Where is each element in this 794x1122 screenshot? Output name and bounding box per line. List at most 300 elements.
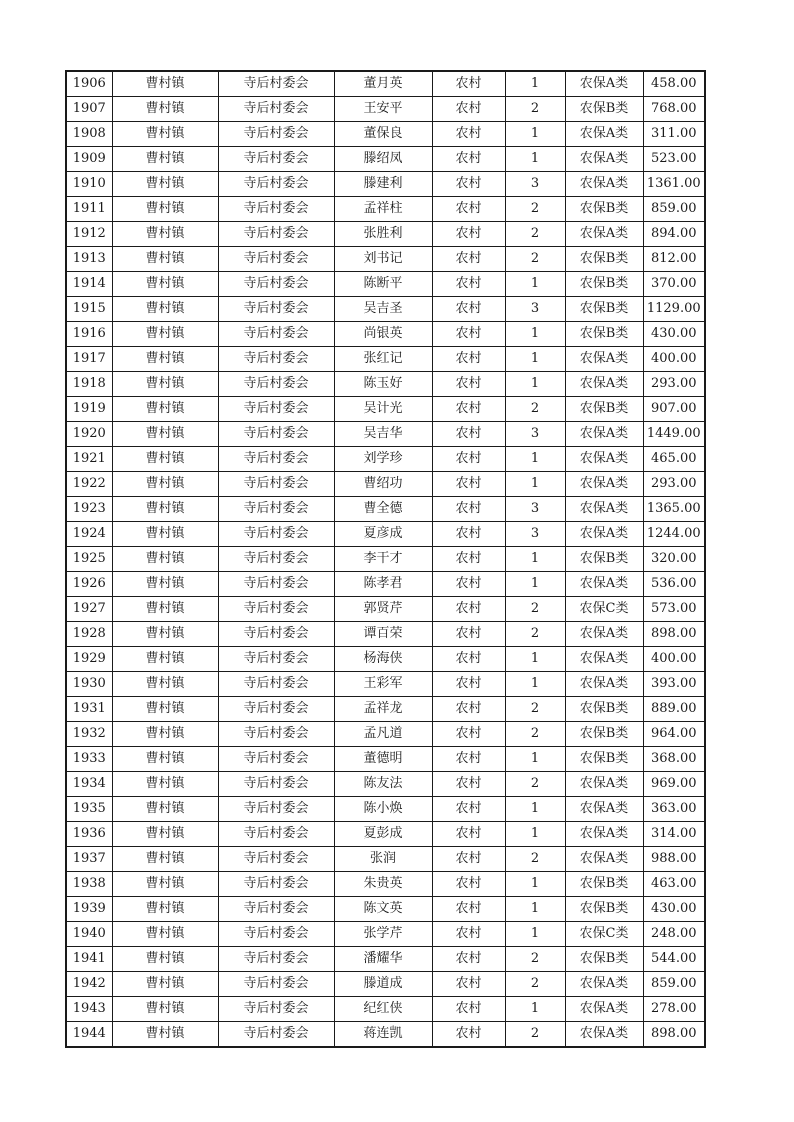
serial-number-cell: 1924 (66, 522, 112, 547)
insurance-category-cell: 农保A类 (565, 572, 643, 597)
amount-cell: 1365.00 (643, 497, 705, 522)
area-type-cell: 农村 (432, 197, 505, 222)
village-committee-cell: 寺后村委会 (218, 347, 334, 372)
town-cell: 曹村镇 (112, 347, 218, 372)
area-type-cell: 农村 (432, 372, 505, 397)
insurance-category-cell: 农保A类 (565, 172, 643, 197)
area-type-cell: 农村 (432, 847, 505, 872)
town-cell: 曹村镇 (112, 497, 218, 522)
town-cell: 曹村镇 (112, 772, 218, 797)
person-name-cell: 孟祥龙 (334, 697, 432, 722)
town-cell: 曹村镇 (112, 122, 218, 147)
amount-cell: 544.00 (643, 947, 705, 972)
insurance-category-cell: 农保B类 (565, 97, 643, 122)
insurance-category-cell: 农保A类 (565, 122, 643, 147)
serial-number-cell: 1906 (66, 71, 112, 97)
serial-number-cell: 1917 (66, 347, 112, 372)
area-type-cell: 农村 (432, 922, 505, 947)
person-name-cell: 吴计光 (334, 397, 432, 422)
town-cell: 曹村镇 (112, 822, 218, 847)
table-row (66, 797, 705, 822)
serial-number-cell: 1941 (66, 947, 112, 972)
insurance-category-cell: 农保B类 (565, 547, 643, 572)
village-committee-cell: 寺后村委会 (218, 122, 334, 147)
area-type-cell: 农村 (432, 472, 505, 497)
amount-cell: 293.00 (643, 372, 705, 397)
village-committee-cell: 寺后村委会 (218, 222, 334, 247)
town-cell: 曹村镇 (112, 547, 218, 572)
person-count-cell: 2 (505, 247, 565, 272)
town-cell: 曹村镇 (112, 522, 218, 547)
serial-number-cell: 1934 (66, 772, 112, 797)
amount-cell: 859.00 (643, 197, 705, 222)
table-row (66, 322, 705, 347)
table-row (66, 397, 705, 422)
person-name-cell: 刘书记 (334, 247, 432, 272)
village-committee-cell: 寺后村委会 (218, 547, 334, 572)
town-cell: 曹村镇 (112, 1022, 218, 1048)
person-name-cell: 张胜利 (334, 222, 432, 247)
table-row (66, 197, 705, 222)
table-row (66, 922, 705, 947)
person-name-cell: 夏彦成 (334, 522, 432, 547)
amount-cell: 400.00 (643, 347, 705, 372)
serial-number-cell: 1916 (66, 322, 112, 347)
person-count-cell: 1 (505, 897, 565, 922)
person-name-cell: 董保良 (334, 122, 432, 147)
person-name-cell: 蒋连凯 (334, 1022, 432, 1048)
area-type-cell: 农村 (432, 872, 505, 897)
person-count-cell: 1 (505, 122, 565, 147)
person-count-cell: 2 (505, 397, 565, 422)
amount-cell: 768.00 (643, 97, 705, 122)
insurance-category-cell: 农保C类 (565, 922, 643, 947)
insurance-category-cell: 农保A类 (565, 71, 643, 97)
area-type-cell: 农村 (432, 972, 505, 997)
table-row (66, 172, 705, 197)
village-committee-cell: 寺后村委会 (218, 947, 334, 972)
insurance-category-cell: 农保B类 (565, 722, 643, 747)
serial-number-cell: 1929 (66, 647, 112, 672)
insurance-category-cell: 农保A类 (565, 472, 643, 497)
area-type-cell: 农村 (432, 122, 505, 147)
area-type-cell: 农村 (432, 422, 505, 447)
amount-cell: 898.00 (643, 622, 705, 647)
table-row (66, 772, 705, 797)
insurance-category-cell: 农保A类 (565, 772, 643, 797)
insurance-category-cell: 农保B类 (565, 197, 643, 222)
area-type-cell: 农村 (432, 997, 505, 1022)
town-cell: 曹村镇 (112, 272, 218, 297)
serial-number-cell: 1930 (66, 672, 112, 697)
table-row (66, 422, 705, 447)
area-type-cell: 农村 (432, 697, 505, 722)
serial-number-cell: 1944 (66, 1022, 112, 1048)
town-cell: 曹村镇 (112, 97, 218, 122)
insurance-category-cell: 农保B类 (565, 322, 643, 347)
amount-cell: 1449.00 (643, 422, 705, 447)
village-committee-cell: 寺后村委会 (218, 172, 334, 197)
table-row (66, 972, 705, 997)
table-row (66, 572, 705, 597)
amount-cell: 812.00 (643, 247, 705, 272)
person-count-cell: 2 (505, 597, 565, 622)
person-count-cell: 2 (505, 622, 565, 647)
insurance-category-cell: 农保B类 (565, 947, 643, 972)
insurance-category-cell: 农保B类 (565, 272, 643, 297)
person-count-cell: 1 (505, 872, 565, 897)
person-count-cell: 1 (505, 347, 565, 372)
insurance-category-cell: 农保A类 (565, 847, 643, 872)
table-row (66, 722, 705, 747)
village-committee-cell: 寺后村委会 (218, 472, 334, 497)
area-type-cell: 农村 (432, 772, 505, 797)
village-committee-cell: 寺后村委会 (218, 772, 334, 797)
person-count-cell: 1 (505, 672, 565, 697)
village-committee-cell: 寺后村委会 (218, 897, 334, 922)
person-count-cell: 1 (505, 997, 565, 1022)
amount-cell: 393.00 (643, 672, 705, 697)
person-count-cell: 1 (505, 322, 565, 347)
person-count-cell: 3 (505, 172, 565, 197)
serial-number-cell: 1943 (66, 997, 112, 1022)
area-type-cell: 农村 (432, 547, 505, 572)
person-name-cell: 夏彭成 (334, 822, 432, 847)
person-name-cell: 纪红侠 (334, 997, 432, 1022)
area-type-cell: 农村 (432, 647, 505, 672)
table-row (66, 297, 705, 322)
person-count-cell: 1 (505, 272, 565, 297)
person-count-cell: 2 (505, 222, 565, 247)
amount-cell: 465.00 (643, 447, 705, 472)
table-row (66, 97, 705, 122)
person-name-cell: 曹绍功 (334, 472, 432, 497)
table-row (66, 947, 705, 972)
town-cell: 曹村镇 (112, 71, 218, 97)
person-name-cell: 董德明 (334, 747, 432, 772)
serial-number-cell: 1912 (66, 222, 112, 247)
insurance-category-cell: 农保A类 (565, 447, 643, 472)
serial-number-cell: 1909 (66, 147, 112, 172)
village-committee-cell: 寺后村委会 (218, 497, 334, 522)
person-name-cell: 陈断平 (334, 272, 432, 297)
amount-cell: 1129.00 (643, 297, 705, 322)
area-type-cell: 农村 (432, 322, 505, 347)
town-cell: 曹村镇 (112, 147, 218, 172)
amount-cell: 363.00 (643, 797, 705, 822)
person-name-cell: 张学芹 (334, 922, 432, 947)
person-count-cell: 2 (505, 197, 565, 222)
person-name-cell: 陈文英 (334, 897, 432, 922)
insurance-category-cell: 农保B类 (565, 397, 643, 422)
person-count-cell: 2 (505, 972, 565, 997)
insurance-category-cell: 农保A类 (565, 497, 643, 522)
area-type-cell: 农村 (432, 747, 505, 772)
table-row (66, 822, 705, 847)
village-committee-cell: 寺后村委会 (218, 797, 334, 822)
village-committee-cell: 寺后村委会 (218, 997, 334, 1022)
person-count-cell: 2 (505, 947, 565, 972)
insurance-category-cell: 农保C类 (565, 597, 643, 622)
serial-number-cell: 1931 (66, 697, 112, 722)
village-committee-cell: 寺后村委会 (218, 747, 334, 772)
town-cell: 曹村镇 (112, 247, 218, 272)
town-cell: 曹村镇 (112, 947, 218, 972)
area-type-cell: 农村 (432, 172, 505, 197)
table-row (66, 697, 705, 722)
amount-cell: 898.00 (643, 1022, 705, 1048)
person-name-cell: 滕道成 (334, 972, 432, 997)
insurance-category-cell: 农保A类 (565, 797, 643, 822)
table-row (66, 71, 705, 97)
insurance-category-cell: 农保A类 (565, 522, 643, 547)
town-cell: 曹村镇 (112, 447, 218, 472)
town-cell: 曹村镇 (112, 997, 218, 1022)
village-committee-cell: 寺后村委会 (218, 422, 334, 447)
insurance-category-cell: 农保B类 (565, 872, 643, 897)
town-cell: 曹村镇 (112, 422, 218, 447)
serial-number-cell: 1922 (66, 472, 112, 497)
insurance-category-cell: 农保A类 (565, 222, 643, 247)
serial-number-cell: 1938 (66, 872, 112, 897)
village-committee-cell: 寺后村委会 (218, 572, 334, 597)
table-row (66, 222, 705, 247)
person-count-cell: 1 (505, 147, 565, 172)
town-cell: 曹村镇 (112, 647, 218, 672)
person-name-cell: 吴吉圣 (334, 297, 432, 322)
amount-cell: 969.00 (643, 772, 705, 797)
table-row (66, 897, 705, 922)
town-cell: 曹村镇 (112, 322, 218, 347)
area-type-cell: 农村 (432, 947, 505, 972)
person-name-cell: 吴吉华 (334, 422, 432, 447)
person-count-cell: 1 (505, 447, 565, 472)
village-committee-cell: 寺后村委会 (218, 722, 334, 747)
town-cell: 曹村镇 (112, 747, 218, 772)
area-type-cell: 农村 (432, 247, 505, 272)
insurance-category-cell: 农保A类 (565, 372, 643, 397)
person-name-cell: 曹全德 (334, 497, 432, 522)
insurance-category-cell: 农保A类 (565, 822, 643, 847)
table-row (66, 672, 705, 697)
amount-cell: 1361.00 (643, 172, 705, 197)
serial-number-cell: 1926 (66, 572, 112, 597)
village-committee-cell: 寺后村委会 (218, 297, 334, 322)
person-name-cell: 孟凡道 (334, 722, 432, 747)
village-committee-cell: 寺后村委会 (218, 972, 334, 997)
village-committee-cell: 寺后村委会 (218, 71, 334, 97)
person-name-cell: 谭百荣 (334, 622, 432, 647)
insurance-category-cell: 农保A类 (565, 647, 643, 672)
person-count-cell: 3 (505, 522, 565, 547)
area-type-cell: 农村 (432, 397, 505, 422)
insurance-category-cell: 农保B类 (565, 697, 643, 722)
person-count-cell: 2 (505, 697, 565, 722)
person-count-cell: 1 (505, 747, 565, 772)
village-committee-cell: 寺后村委会 (218, 1022, 334, 1048)
person-name-cell: 张润 (334, 847, 432, 872)
table-row (66, 472, 705, 497)
area-type-cell: 农村 (432, 1022, 505, 1048)
person-count-cell: 1 (505, 372, 565, 397)
person-name-cell: 孟祥柱 (334, 197, 432, 222)
table-row (66, 647, 705, 672)
amount-cell: 278.00 (643, 997, 705, 1022)
serial-number-cell: 1933 (66, 747, 112, 772)
amount-cell: 400.00 (643, 647, 705, 672)
insurance-category-cell: 农保B类 (565, 297, 643, 322)
serial-number-cell: 1908 (66, 122, 112, 147)
village-committee-cell: 寺后村委会 (218, 97, 334, 122)
town-cell: 曹村镇 (112, 897, 218, 922)
area-type-cell: 农村 (432, 722, 505, 747)
area-type-cell: 农村 (432, 297, 505, 322)
insurance-category-cell: 农保A类 (565, 672, 643, 697)
person-name-cell: 陈友法 (334, 772, 432, 797)
insurance-category-cell: 农保A类 (565, 147, 643, 172)
area-type-cell: 农村 (432, 272, 505, 297)
serial-number-cell: 1925 (66, 547, 112, 572)
area-type-cell: 农村 (432, 622, 505, 647)
serial-number-cell: 1928 (66, 622, 112, 647)
town-cell: 曹村镇 (112, 372, 218, 397)
town-cell: 曹村镇 (112, 397, 218, 422)
table-row (66, 497, 705, 522)
person-name-cell: 王彩军 (334, 672, 432, 697)
town-cell: 曹村镇 (112, 622, 218, 647)
village-committee-cell: 寺后村委会 (218, 272, 334, 297)
town-cell: 曹村镇 (112, 297, 218, 322)
insurance-category-cell: 农保A类 (565, 1022, 643, 1048)
village-committee-cell: 寺后村委会 (218, 822, 334, 847)
area-type-cell: 农村 (432, 797, 505, 822)
amount-cell: 536.00 (643, 572, 705, 597)
serial-number-cell: 1921 (66, 447, 112, 472)
amount-cell: 1244.00 (643, 522, 705, 547)
village-committee-cell: 寺后村委会 (218, 622, 334, 647)
town-cell: 曹村镇 (112, 672, 218, 697)
insurance-category-cell: 农保B类 (565, 747, 643, 772)
serial-number-cell: 1939 (66, 897, 112, 922)
person-count-cell: 3 (505, 422, 565, 447)
village-committee-cell: 寺后村委会 (218, 247, 334, 272)
serial-number-cell: 1932 (66, 722, 112, 747)
amount-cell: 463.00 (643, 872, 705, 897)
serial-number-cell: 1920 (66, 422, 112, 447)
person-name-cell: 朱贵英 (334, 872, 432, 897)
insurance-category-cell: 农保A类 (565, 422, 643, 447)
area-type-cell: 农村 (432, 447, 505, 472)
town-cell: 曹村镇 (112, 572, 218, 597)
table-row (66, 247, 705, 272)
town-cell: 曹村镇 (112, 222, 218, 247)
town-cell: 曹村镇 (112, 872, 218, 897)
table-row (66, 597, 705, 622)
town-cell: 曹村镇 (112, 472, 218, 497)
village-committee-cell: 寺后村委会 (218, 372, 334, 397)
table-row (66, 747, 705, 772)
person-name-cell: 杨海侠 (334, 647, 432, 672)
person-count-cell: 1 (505, 572, 565, 597)
amount-cell: 314.00 (643, 822, 705, 847)
area-type-cell: 农村 (432, 522, 505, 547)
area-type-cell: 农村 (432, 347, 505, 372)
person-count-cell: 3 (505, 297, 565, 322)
area-type-cell: 农村 (432, 597, 505, 622)
amount-cell: 894.00 (643, 222, 705, 247)
town-cell: 曹村镇 (112, 972, 218, 997)
person-count-cell: 2 (505, 772, 565, 797)
serial-number-cell: 1915 (66, 297, 112, 322)
village-committee-cell: 寺后村委会 (218, 647, 334, 672)
insurance-category-cell: 农保A类 (565, 347, 643, 372)
village-committee-cell: 寺后村委会 (218, 922, 334, 947)
town-cell: 曹村镇 (112, 922, 218, 947)
insurance-category-cell: 农保B类 (565, 247, 643, 272)
person-count-cell: 2 (505, 722, 565, 747)
serial-number-cell: 1913 (66, 247, 112, 272)
amount-cell: 859.00 (643, 972, 705, 997)
person-name-cell: 郭贤芹 (334, 597, 432, 622)
person-name-cell: 董月英 (334, 71, 432, 97)
amount-cell: 430.00 (643, 322, 705, 347)
person-name-cell: 滕建利 (334, 172, 432, 197)
serial-number-cell: 1936 (66, 822, 112, 847)
amount-cell: 320.00 (643, 547, 705, 572)
amount-cell: 573.00 (643, 597, 705, 622)
table-row (66, 347, 705, 372)
serial-number-cell: 1937 (66, 847, 112, 872)
table-row (66, 847, 705, 872)
person-count-cell: 1 (505, 922, 565, 947)
area-type-cell: 农村 (432, 71, 505, 97)
table-row (66, 872, 705, 897)
person-count-cell: 1 (505, 472, 565, 497)
table-row (66, 447, 705, 472)
table-row (66, 997, 705, 1022)
table-row (66, 122, 705, 147)
serial-number-cell: 1940 (66, 922, 112, 947)
serial-number-cell: 1910 (66, 172, 112, 197)
amount-cell: 293.00 (643, 472, 705, 497)
serial-number-cell: 1927 (66, 597, 112, 622)
person-count-cell: 2 (505, 1022, 565, 1048)
town-cell: 曹村镇 (112, 847, 218, 872)
person-count-cell: 1 (505, 822, 565, 847)
town-cell: 曹村镇 (112, 172, 218, 197)
table-row (66, 547, 705, 572)
town-cell: 曹村镇 (112, 197, 218, 222)
insurance-category-cell: 农保A类 (565, 622, 643, 647)
person-name-cell: 刘学珍 (334, 447, 432, 472)
village-committee-cell: 寺后村委会 (218, 697, 334, 722)
table-row (66, 1022, 705, 1048)
table-row (66, 522, 705, 547)
person-name-cell: 王安平 (334, 97, 432, 122)
insurance-category-cell: 农保A类 (565, 997, 643, 1022)
area-type-cell: 农村 (432, 672, 505, 697)
village-committee-cell: 寺后村委会 (218, 197, 334, 222)
table-row (66, 147, 705, 172)
serial-number-cell: 1911 (66, 197, 112, 222)
area-type-cell: 农村 (432, 497, 505, 522)
village-committee-cell: 寺后村委会 (218, 322, 334, 347)
person-name-cell: 陈孝君 (334, 572, 432, 597)
serial-number-cell: 1923 (66, 497, 112, 522)
person-count-cell: 1 (505, 71, 565, 97)
person-count-cell: 1 (505, 547, 565, 572)
area-type-cell: 农村 (432, 97, 505, 122)
